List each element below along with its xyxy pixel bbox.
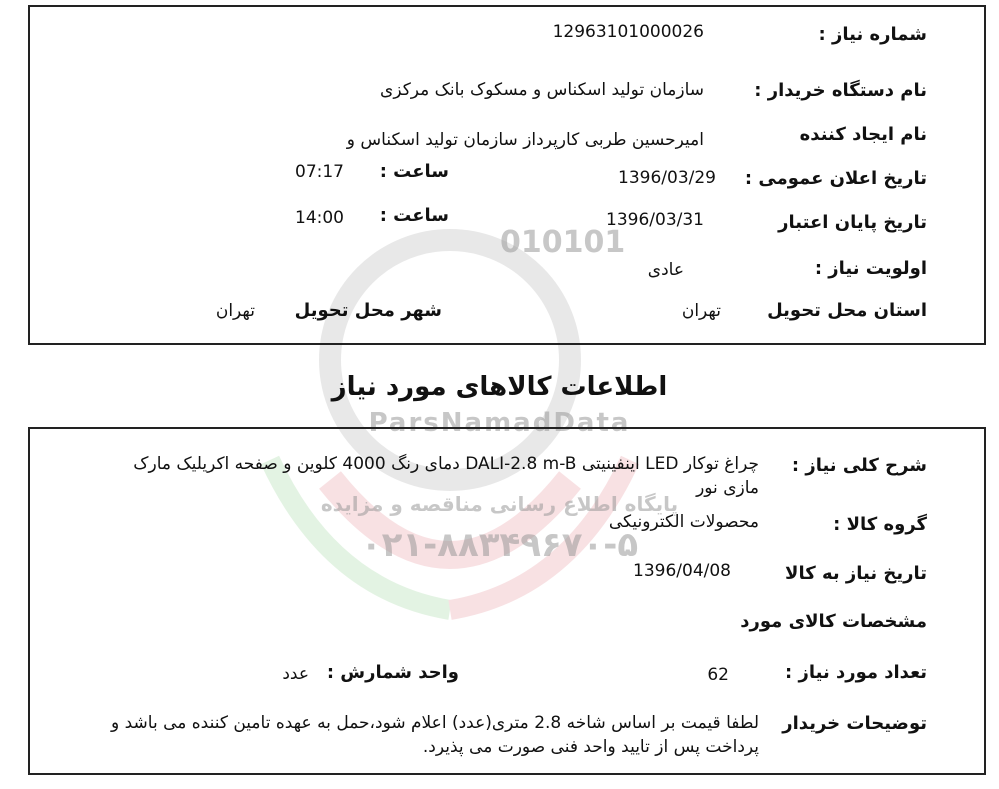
creator-label: نام ایجاد کننده [799,124,927,145]
buyer-org-value: سازمان تولید اسکناس و مسکوک بانک مرکزی [380,80,704,100]
goods-group-value: محصولات الکترونیکی [608,512,759,532]
specs-label: مشخصات کالای مورد [740,611,927,632]
announce-date-value: 1396/03/29 [618,168,716,188]
need-number-label: شماره نیاز : [818,24,927,45]
buyer-notes-value: لطفا قیمت بر اساس شاخه 2.8 متری(عدد) اعلام شود،حمل به عهده تامین کننده می باشد و پرداخت پس از تایید واحد فنی صورت می پذیرد. [111,713,759,757]
validity-time-value: 14:00 [295,208,344,228]
validity-time-label: ساعت : [379,205,449,226]
validity-date-value: 1396/03/31 [606,210,704,230]
creator-value: امیرحسین طربی کارپرداز سازمان تولید اسکناس و [346,130,704,150]
delivery-province-label: استان محل تحویل [767,300,927,321]
need-number-value: 12963101000026 [552,22,704,42]
delivery-province-value: تهران [681,301,721,321]
need-date-label: تاریخ نیاز به کالا [785,563,927,584]
delivery-city-value: تهران [215,301,255,321]
buyer-notes-label: توضیحات خریدار [782,713,927,734]
quantity-label: تعداد مورد نیاز : [785,662,927,683]
section-title: اطلاعات کالاهای مورد نیاز [331,372,668,402]
description-value: چراغ توکار LED اینفینیتی DALI-2.8 m-B دمای رنگ 4000 کلوین و صفحه اکریلیک مارک مازی نور [133,454,759,498]
buyer-org-label: نام دستگاه خریدار : [754,80,927,101]
watermark-phone: ۰۲۱-۸۸۳۴۹۶۷۰-۵ [360,525,639,565]
quantity-value: 62 [707,665,729,685]
need-date-value: 1396/04/08 [633,561,731,581]
announce-time-value: 07:17 [295,162,344,182]
validity-date-label: تاریخ پایان اعتبار [778,212,927,233]
priority-value: عادی [647,260,684,280]
watermark-brand: ParsNamadData [368,408,631,438]
goods-group-label: گروه کالا : [833,514,927,535]
watermark-digits: 010101 [500,225,626,260]
unit-label: واحد شمارش : [326,662,459,683]
announce-time-label: ساعت : [379,161,449,182]
delivery-city-label: شهر محل تحویل [294,300,442,321]
description-label: شرح کلی نیاز : [791,455,927,476]
priority-label: اولویت نیاز : [814,258,927,279]
watermark-caption: پایگاه اطلاع رسانی مناقصه و مزایده [320,492,679,516]
announce-date-label: تاریخ اعلان عمومی : [744,168,927,189]
unit-value: عدد [282,664,309,684]
